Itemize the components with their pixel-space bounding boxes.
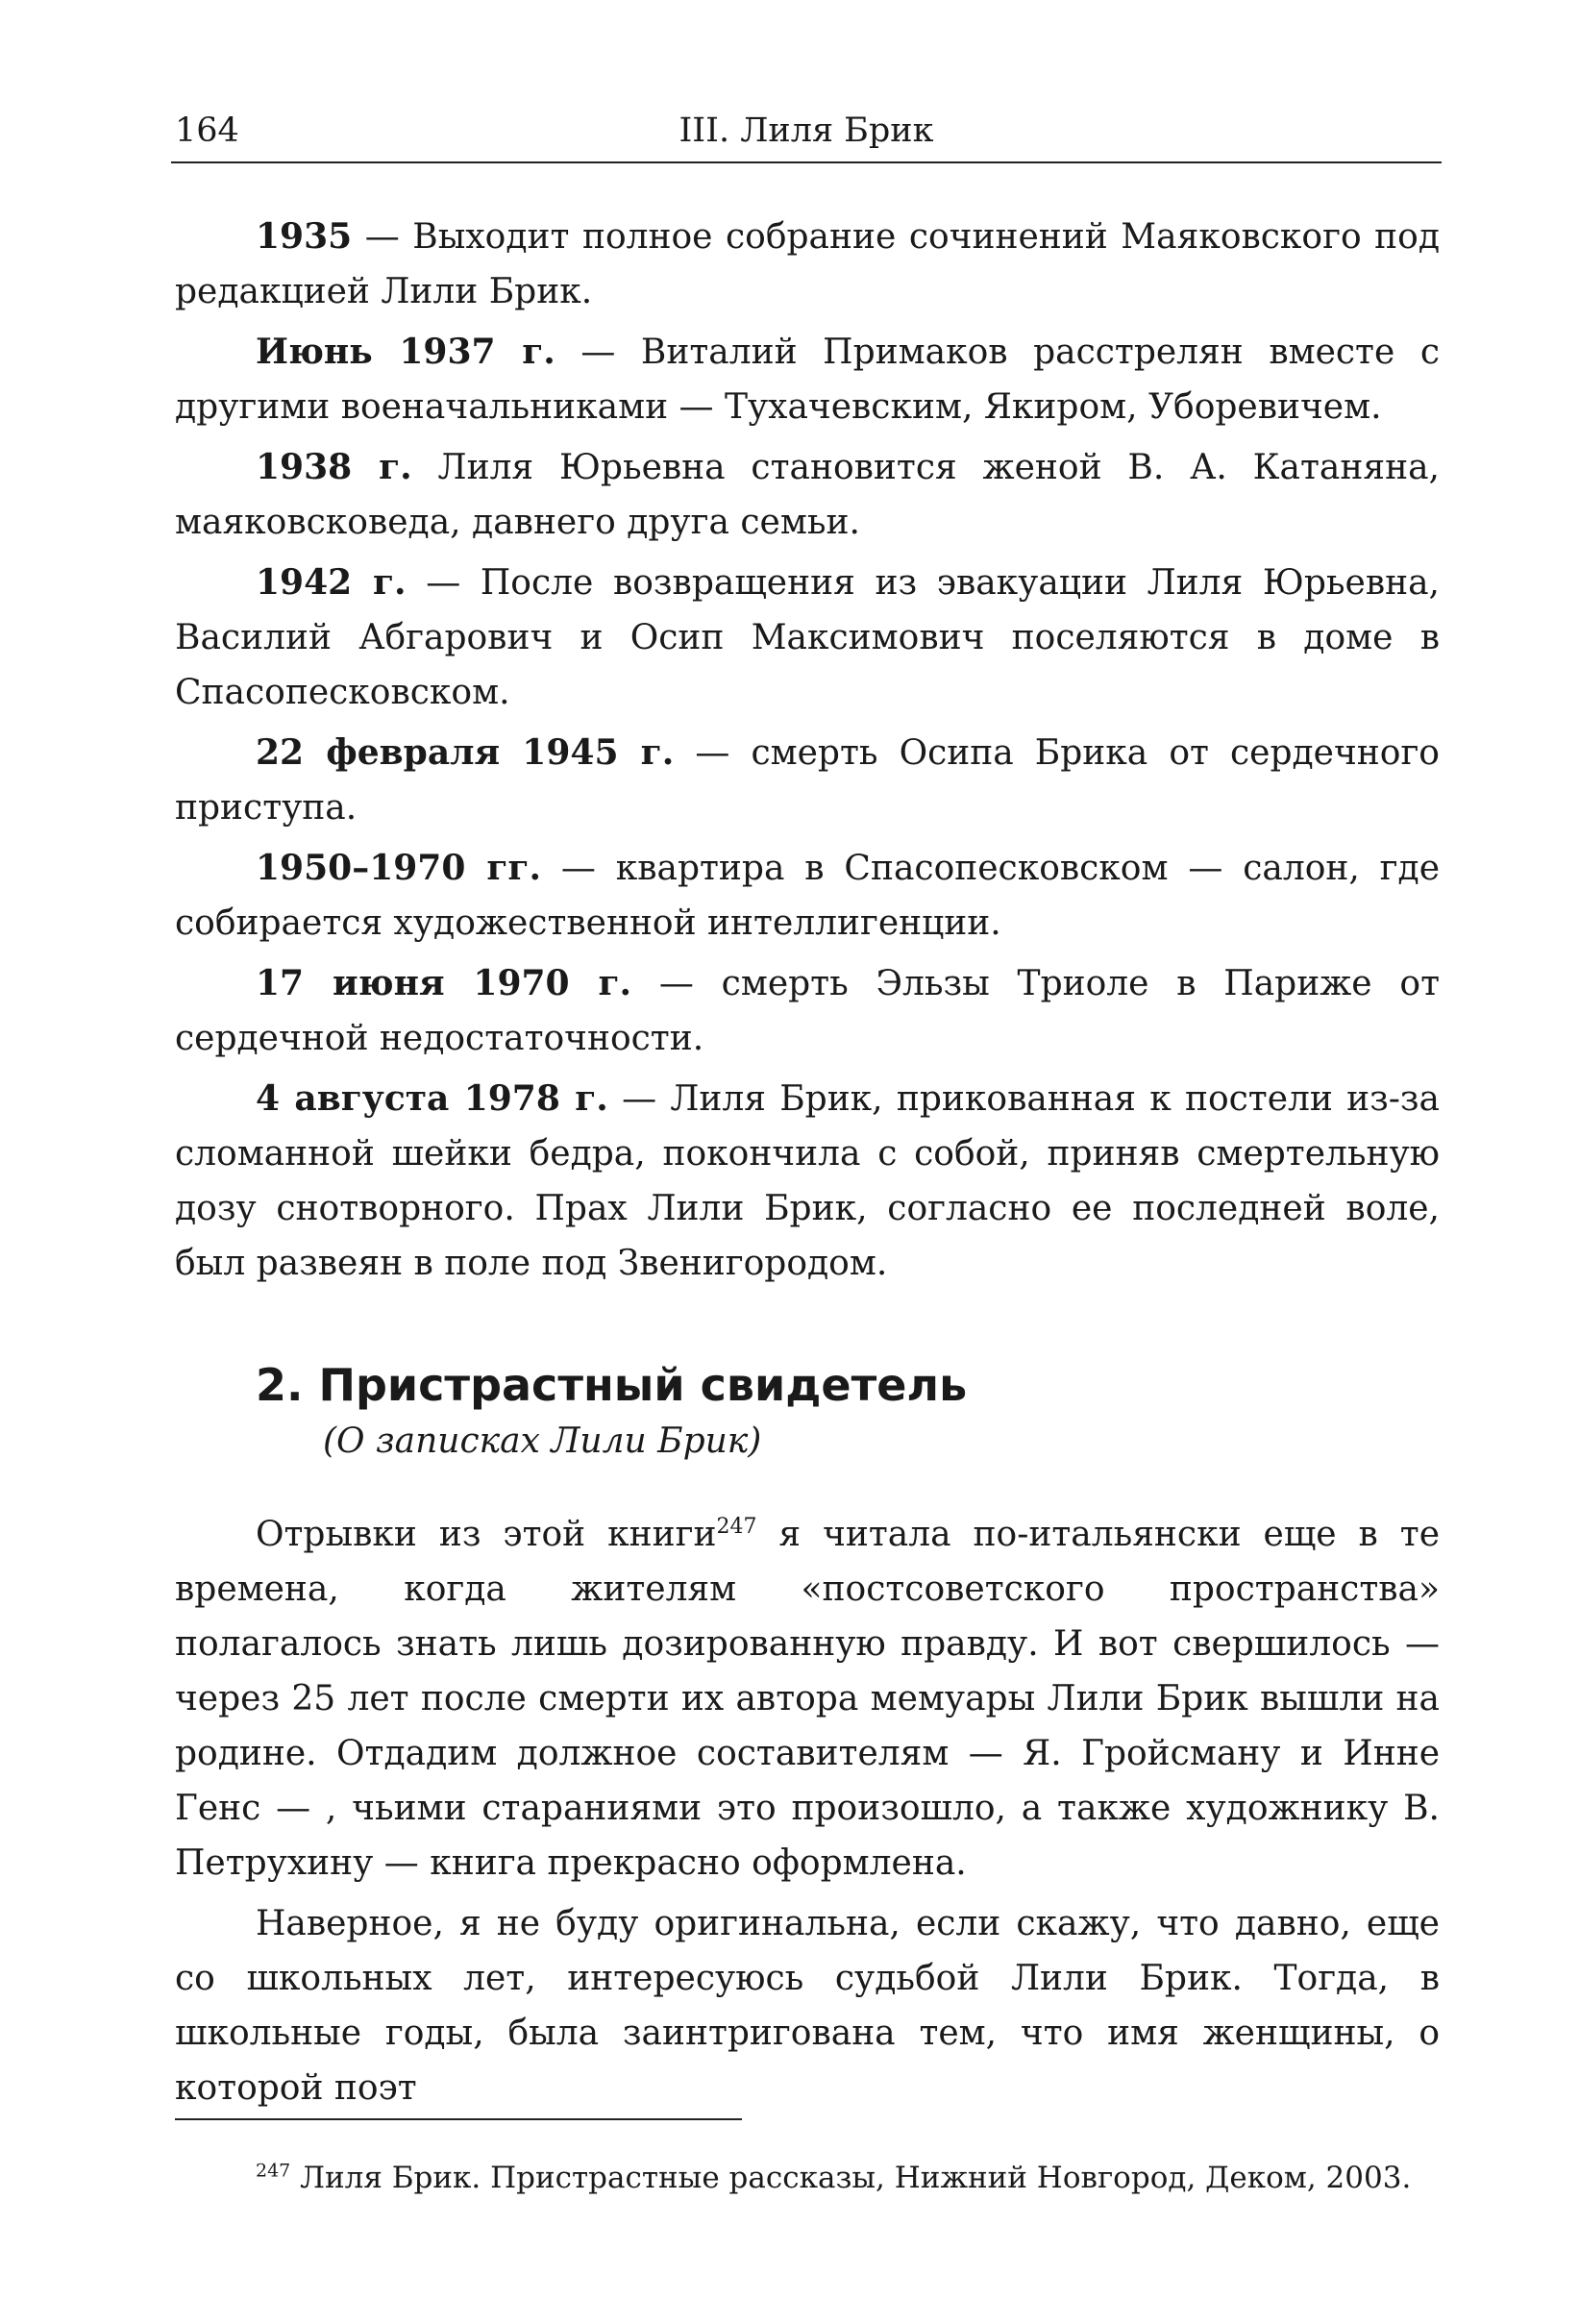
chronology-entry [175, 556, 1440, 720]
entry-date: 17 июня 1970 г. [256, 963, 632, 1003]
entry-text: — Виталий Примаков расстрелян вместе с другими военачальниками — Тухачевским, Якиром, Уборевичем. [175, 333, 1440, 427]
entry-text: — Лиля Брик, прикованная к постели из-за сломанной шейки бедра, покончила с собой, приняв смертельную дозу снотворного. Прах Лили Брик, согласно ее последней воле, был развеян в поле под Звенигородом. [175, 1079, 1441, 1283]
entry-text: — смерть Осипа Брика от сердечного приступа. [175, 733, 1440, 828]
body-paragraph: Отрывки из этой книги$^{247}$ я читала по-итальянски еще в те времена, когда жителям «постсоветского пространства» полагалось знать лишь дозированную правду. И вот свершилось — через 25 лет после смерти их автора мемуары Лили Брик вышли на родине. Отдадим должное составителям — Я. Гройсману и Инне Генс — , чьими стараниями это произошло, а также художнику В. Петрухину — книга прекрасно оформлена. [175, 1515, 1440, 1883]
chronology-entry [175, 841, 1440, 951]
entry-date: 22 февраля 1945 г. [256, 732, 675, 773]
chronology-entry [175, 210, 1440, 319]
footnote-reference[interactable]: 247 [716, 1515, 757, 1539]
chronology-entry [175, 325, 1440, 434]
entry-date: Июнь 1937 г. [256, 332, 555, 372]
footnote-number: 247 [256, 2160, 291, 2182]
entry-text: Лиля Юрьевна становится женой В. А. Катаняна, маяковсковеда, давнего друга семьи. [175, 448, 1440, 542]
entry-text: — После возвращения из эвакуации Лиля Юрьевна, Василий Абгарович и Осип Максимович поселяются в доме в Спасопесковском. [175, 563, 1440, 712]
entry-date: 1938 г. [256, 447, 412, 487]
footnote-text: Лиля Брик. Пристрастные рассказы, Нижний Новгород, Деком, 2003. [290, 2161, 1412, 2195]
entry-date: 1950–1970 гг. [256, 848, 541, 888]
entry-date: 1942 г. [256, 562, 407, 603]
entry-date: 1935 [256, 216, 353, 257]
chronology-entry [175, 1072, 1440, 1291]
entry-date: 4 августа 1978 г. [256, 1078, 608, 1119]
entry-text: — квартира в Спасопесковском — салон, где собирается художественной интеллигенции. [175, 849, 1440, 943]
section-title: 2. Пристрастный свидетель [256, 1359, 968, 1411]
body-paragraph: Наверное, я не буду оригинальна, если скажу, что давно, еще со школьных лет, интересуюсь судьбой Лили Брик. Тогда, в школьные годы, была заинтригована тем, что имя женщины, о которой поэт [175, 1904, 1440, 2108]
section-subtitle: (О записках Лили Брик) [323, 1422, 762, 1461]
chronology-entry [175, 440, 1440, 550]
footnote [256, 2161, 1411, 2195]
running-title: III. Лиля Брик [678, 111, 934, 150]
entry-text: — Выходит полное собрание сочинений Маяковского под редакцией Лили Брик. [175, 217, 1440, 311]
page-body [175, 210, 1440, 2121]
entry-text: — смерть Эльзы Триоле в Париже от сердечной недостаточности. [175, 964, 1440, 1058]
chronology-entry [175, 956, 1440, 1066]
footnote-divider [175, 2118, 742, 2120]
page-header [171, 104, 1442, 163]
chronology-entry [175, 726, 1440, 835]
page-number: 164 [175, 111, 239, 150]
